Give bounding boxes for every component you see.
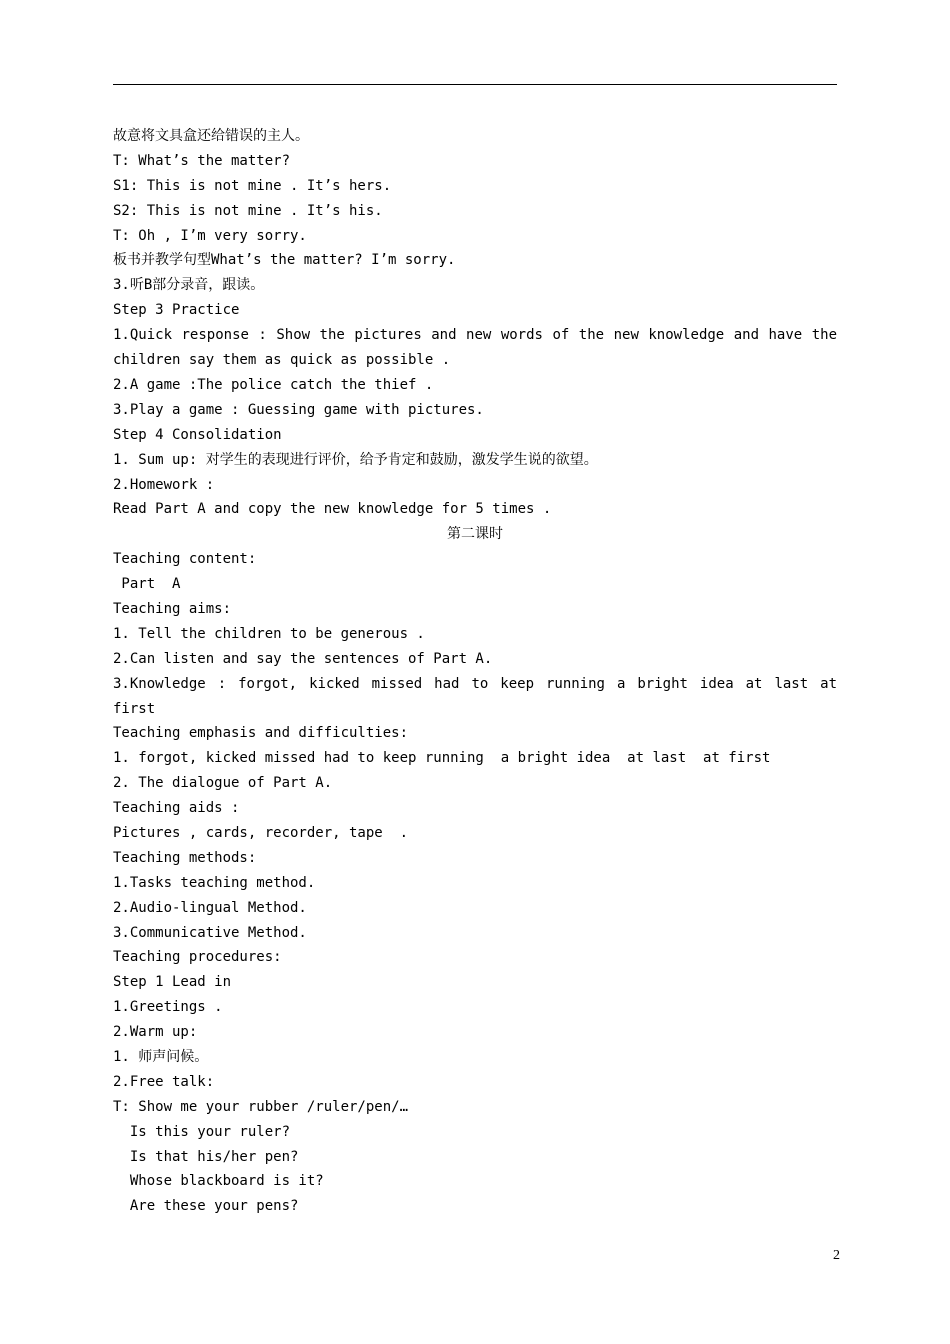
text-line: Whose blackboard is it? xyxy=(113,1173,324,1190)
text-line: 2.Free talk: xyxy=(113,1073,215,1090)
text-paragraph: 1.Quick response : Show the pictures and new words of the new knowledge and have the children say them as quick as possible . xyxy=(113,327,837,369)
text-line: 3.Play a game : Guessing game with pictures. xyxy=(113,401,484,418)
text-line: 1. Tell the children to be generous . xyxy=(113,625,425,642)
text-line: Are these your pens? xyxy=(113,1198,299,1215)
text-line: 3.听B部分录音，跟读。 xyxy=(113,277,265,294)
text-line: S1: This is not mine . It’s hers. xyxy=(113,177,392,194)
lesson-title: 第二课时 xyxy=(447,526,503,543)
text-line: 1.Tasks teaching method. xyxy=(113,874,316,891)
text-line: 3.Communicative Method. xyxy=(113,924,307,941)
text-paragraph: 3.Knowledge : forgot, kicked missed had to keep running a bright idea at last at first xyxy=(113,675,837,717)
section-heading: Step 1 Lead in xyxy=(113,974,232,991)
text-line: Read Part A and copy the new knowledge for 5 times . xyxy=(113,501,552,518)
text-line: 2.Homework : xyxy=(113,476,215,493)
text-line: 1.Greetings . xyxy=(113,999,223,1016)
text-line: 故意将文具盒还给错误的主人。 xyxy=(113,128,309,144)
text-line: 板书并教学句型What’s the matter? I’m sorry. xyxy=(113,252,456,269)
text-line: Is that his/her pen? xyxy=(113,1148,299,1165)
text-line: 1. Sum up: 对学生的表现进行评价，给予肯定和鼓励，激发学生说的欲望。 xyxy=(113,451,598,468)
document-body xyxy=(113,124,837,1219)
text-line: 2.A game :The police catch the thief . xyxy=(113,376,434,393)
text-line: Pictures , cards, recorder, tape . xyxy=(113,825,409,841)
text-line: Teaching methods: xyxy=(113,849,257,866)
text-line: Teaching aids : xyxy=(113,800,240,817)
text-line: 1. 师声问候。 xyxy=(113,1049,209,1066)
text-line: Teaching procedures: xyxy=(113,949,282,966)
text-line: Part A xyxy=(113,576,181,593)
text-line: 1. forgot, kicked missed had to keep running a bright idea at last at first xyxy=(113,750,771,767)
text-line: Teaching content: xyxy=(113,551,257,568)
text-line: T: What’s the matter? xyxy=(113,152,291,169)
text-line: T: Oh , I’m very sorry. xyxy=(113,227,307,244)
text-line: Teaching aims: xyxy=(113,600,232,617)
header-rule xyxy=(113,84,837,85)
text-line: S2: This is not mine . It’s his. xyxy=(113,202,383,219)
text-line: T: Show me your rubber /ruler/pen/… xyxy=(113,1098,409,1115)
text-line: Teaching emphasis and difficulties: xyxy=(113,725,409,742)
section-heading: Step 4 Consolidation xyxy=(113,426,282,443)
text-line: Is this your ruler? xyxy=(113,1123,291,1140)
section-heading: Step 3 Practice xyxy=(113,302,240,319)
text-line: 2.Can listen and say the sentences of Part A. xyxy=(113,650,493,667)
text-line: 2.Warm up: xyxy=(113,1024,198,1041)
text-line: 2.Audio-lingual Method. xyxy=(113,899,307,916)
page-number: 2 xyxy=(833,1248,840,1263)
text-line: 2. The dialogue of Part A. xyxy=(113,775,333,792)
